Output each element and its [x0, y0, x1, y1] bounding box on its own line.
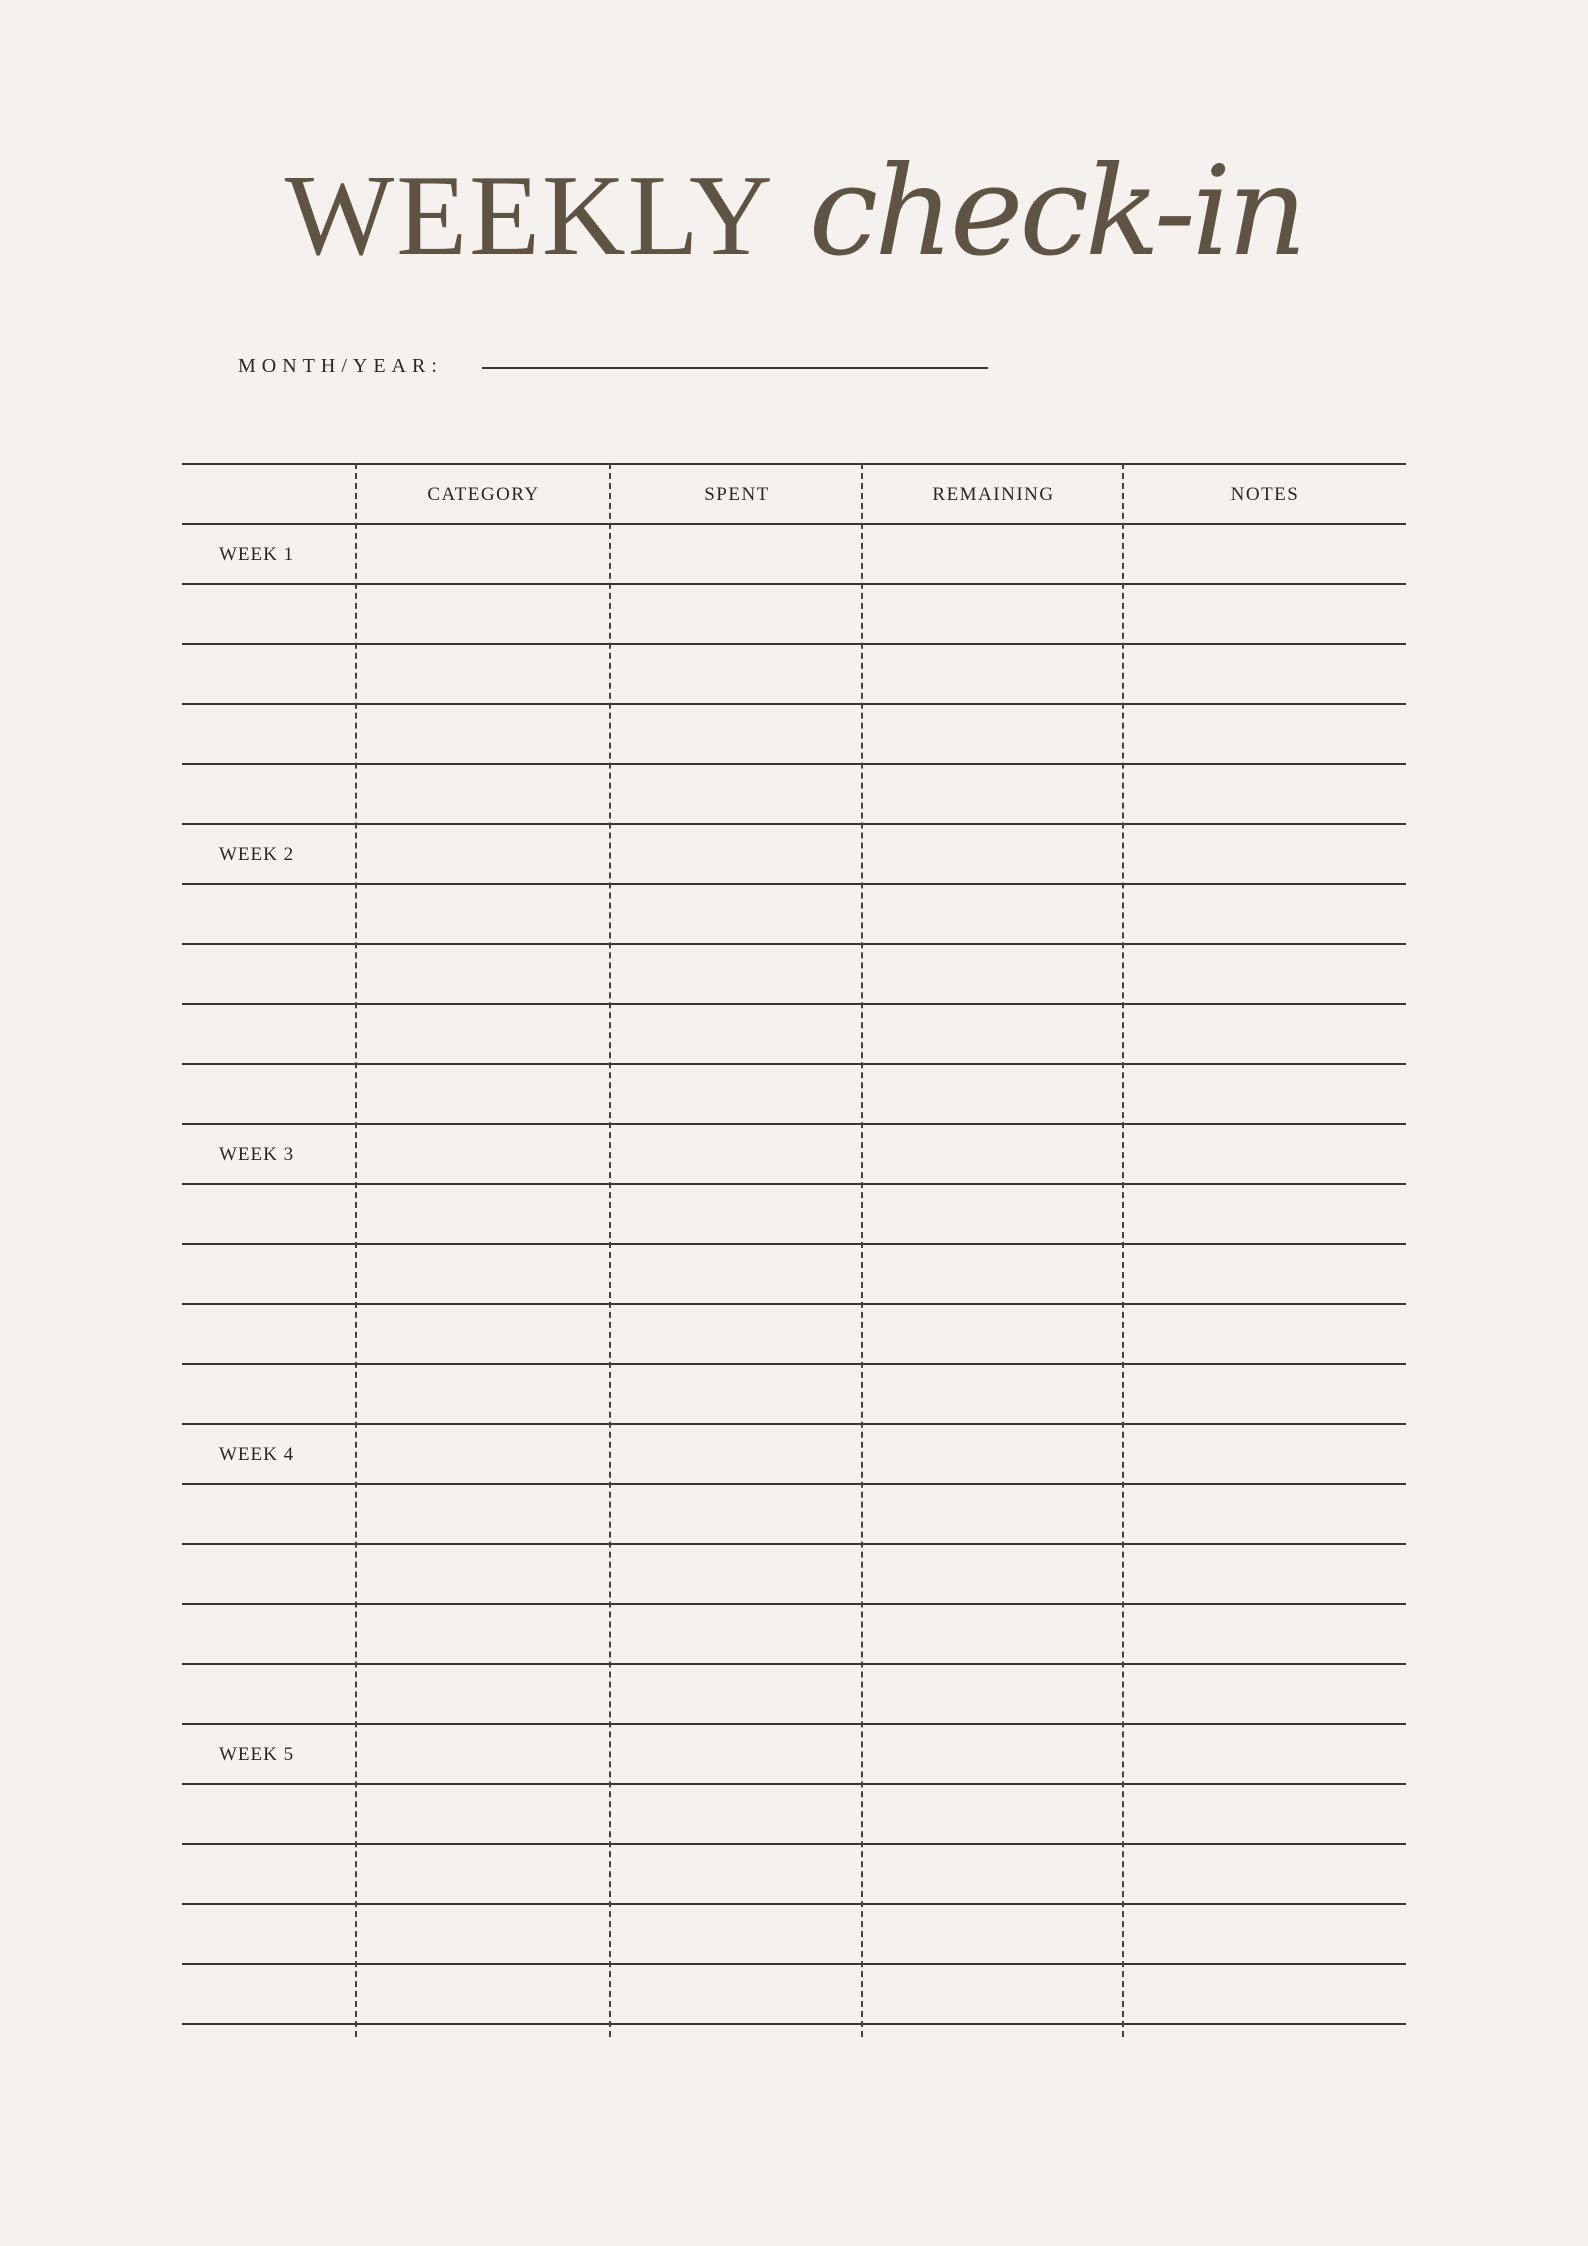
table-row[interactable] [182, 943, 1406, 1003]
page-title [0, 140, 1588, 284]
table-row[interactable] [182, 763, 1406, 823]
table-row[interactable] [182, 583, 1406, 643]
column-header-remaining: REMAINING [932, 484, 1055, 505]
table-row[interactable] [182, 1603, 1406, 1663]
table-row[interactable] [182, 1003, 1406, 1063]
week-label: WEEK 3 [219, 1144, 295, 1165]
table-row[interactable] [182, 1783, 1406, 1843]
table-row[interactable] [182, 1423, 1406, 1483]
column-divider [861, 463, 863, 2037]
table-row[interactable] [182, 703, 1406, 763]
week-label: WEEK 1 [219, 544, 295, 565]
table-row[interactable] [182, 643, 1406, 703]
week-label: WEEK 2 [219, 844, 295, 865]
week-label: WEEK 5 [219, 1744, 295, 1765]
table-row[interactable] [182, 1723, 1406, 1783]
table-row[interactable] [182, 523, 1406, 583]
table-row[interactable] [182, 1663, 1406, 1723]
week-label: WEEK 4 [219, 1444, 295, 1465]
table-row[interactable] [182, 1363, 1406, 1423]
table-row[interactable] [182, 1063, 1406, 1123]
column-header-category: CATEGORY [427, 484, 540, 505]
table-row[interactable] [182, 883, 1406, 943]
table-header-row [182, 463, 1406, 523]
column-header-spent: SPENT [704, 484, 770, 505]
month-year-field[interactable] [482, 367, 988, 369]
column-divider [1122, 463, 1124, 2037]
table-row[interactable] [182, 1303, 1406, 1363]
table-row[interactable] [182, 1843, 1406, 1903]
table-row[interactable] [182, 823, 1406, 883]
table-row[interactable] [182, 1243, 1406, 1303]
column-divider [355, 463, 357, 2037]
title-serif: WEEKLY [284, 152, 775, 280]
table-row[interactable] [182, 1123, 1406, 1183]
column-divider [609, 463, 611, 2037]
table-row[interactable] [182, 1903, 1406, 1963]
column-header-notes: NOTES [1230, 484, 1300, 505]
title-script: check-in [808, 140, 1304, 284]
month-year-label: MONTH/YEAR: [238, 355, 443, 377]
table-row[interactable] [182, 1963, 1406, 2025]
table-row[interactable] [182, 1483, 1406, 1543]
table-row[interactable] [182, 1183, 1406, 1243]
weekly-table [182, 463, 1406, 2025]
table-row[interactable] [182, 1543, 1406, 1603]
